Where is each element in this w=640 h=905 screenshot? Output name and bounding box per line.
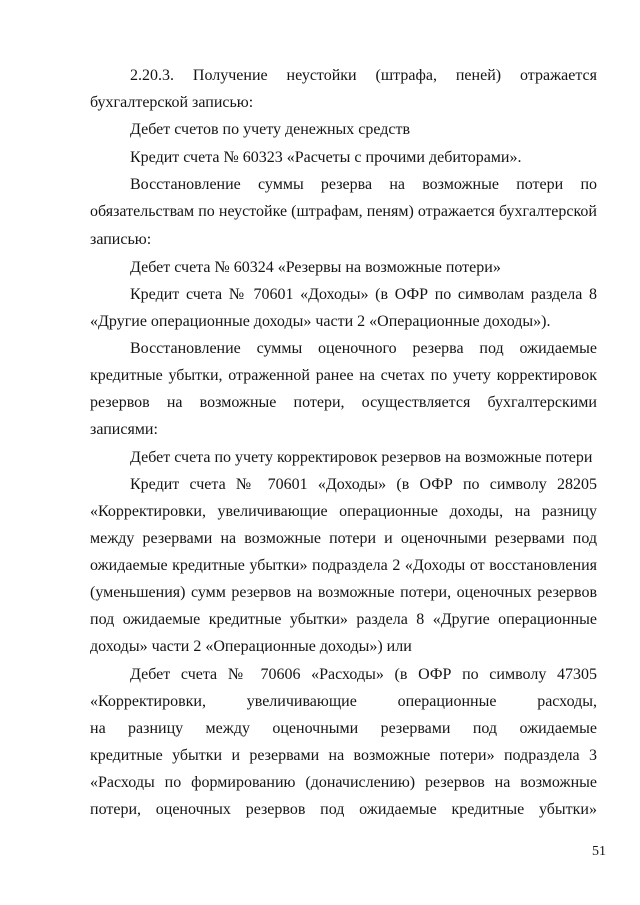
text-line: «Другие операционные доходы» части 2 «Операционные доходы»). <box>90 313 551 330</box>
text-line: Восстановление суммы оценочного резерва под ожидаемые <box>130 340 597 357</box>
text-line: на разницу между оценочными резервами под ожидаемые <box>90 720 597 737</box>
text-line: бухгалтерской записью: <box>90 94 254 111</box>
text-line: доходы» части 2 «Операционные доходы») или <box>90 638 412 655</box>
text-line: обязательствам по неустойке (штрафам, пеням) отражается бухгалтерской <box>90 203 597 220</box>
text-line: кредитные убытки, отраженной ранее на счетах по учету корректировок <box>90 367 597 384</box>
text-line: ожидаемые кредитные убытки» подраздела 2 «Доходы от восстановления <box>90 557 597 574</box>
text-line: резервов на возможные потери, осуществляется бухгалтерскими <box>90 394 597 411</box>
text-line: под ожидаемые кредитные убытки» раздела 8 «Другие операционные <box>90 611 597 628</box>
text-line: Дебет счетов по учету денежных средств <box>130 121 411 138</box>
text-line: Кредит счета № 60323 «Расчеты с прочими дебиторами». <box>130 149 522 166</box>
text-line: кредитные убытки и резервами на возможные потери» подраздела 3 <box>90 747 597 764</box>
text-line: Дебет счета № 70606 «Расходы» (в ОФР по символу 47305 <box>130 666 597 683</box>
text-line: Кредит счета № 70601 «Доходы» (в ОФР по символам раздела 8 <box>130 286 597 303</box>
text-line: Дебет счета по учету корректировок резервов на возможные потери <box>130 449 593 466</box>
text-line: (уменьшения) сумм резервов на возможные потери, оценочных резервов <box>90 584 597 601</box>
text-line: Восстановление суммы резерва на возможные потери по <box>130 176 597 193</box>
page-number: 51 <box>592 844 606 859</box>
text-line: записью: <box>90 231 152 248</box>
text-line: 2.20.3. Получение неустойки (штрафа, пеней) отражается <box>130 67 597 84</box>
text-line: потери, оценочных резервов под ожидаемые кредитные убытки» <box>90 801 597 818</box>
text-line: «Расходы по формированию (доначислению) резервов на возможные <box>90 774 597 791</box>
text-line: «Корректировки, увеличивающие операционные расходы, <box>90 693 597 710</box>
text-line: Дебет счета № 60324 «Резервы на возможные потери» <box>130 259 501 276</box>
text-line: записями: <box>90 421 158 438</box>
text-line: между резервами на возможные потери и оценочными резервами под <box>90 530 597 547</box>
text-line: «Корректировки, увеличивающие операционные доходы, на разницу <box>90 503 597 520</box>
text-line: Кредит счета № 70601 «Доходы» (в ОФР по символу 28205 <box>130 476 597 493</box>
